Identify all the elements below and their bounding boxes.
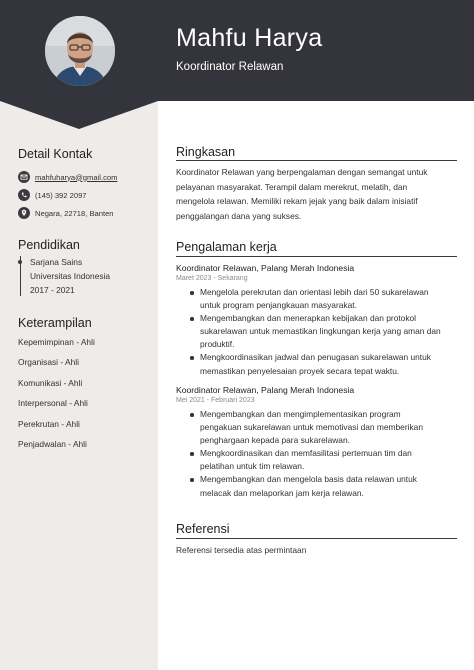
skill-item: Perekrutan - Ahli bbox=[18, 419, 80, 429]
contact-address-row bbox=[18, 206, 114, 220]
contact-phone-row bbox=[18, 188, 87, 202]
section-divider bbox=[176, 160, 457, 161]
job-title: Koordinator Relawan, Palang Merah Indonesia bbox=[176, 263, 355, 273]
skill-item: Komunikasi - Ahli bbox=[18, 378, 83, 388]
experience-heading: Pengalaman kerja bbox=[176, 240, 277, 254]
summary-text bbox=[176, 165, 457, 224]
contact-email-row[interactable] bbox=[18, 170, 117, 184]
phone-icon bbox=[18, 189, 30, 201]
job-bullet-list bbox=[188, 286, 460, 378]
education-bullet bbox=[18, 260, 22, 264]
job-dates: Mei 2021 - Februari 2023 bbox=[176, 397, 255, 404]
job-bullet: Mengembangkan dan mengimplementasikan program pengakuan sukarelawan untuk memotivasi dan memberikan penghargaan kepada para sukarelawan. bbox=[188, 408, 460, 447]
references-text: Referensi tersedia atas permintaan bbox=[176, 545, 307, 555]
job-title: Koordinator Relawan, Palang Merah Indonesia bbox=[176, 385, 355, 395]
job-bullet: Mengelola perekrutan dan orientasi lebih dari 50 sukarelawan untuk program penjangkauan masyarakat. bbox=[188, 286, 460, 312]
summary-line: pelayanan masyarakat. Terampil dalam merekrut, melatih, dan bbox=[176, 181, 408, 192]
map-pin-icon bbox=[18, 207, 30, 219]
job-bullet: Mengkoordinasikan jadwal dan penugasan sukarelawan untuk memastikan penyelesaian proyek secara tepat waktu. bbox=[188, 351, 460, 377]
summary-heading: Ringkasan bbox=[176, 145, 236, 159]
education-heading: Pendidikan bbox=[18, 238, 80, 252]
avatar bbox=[45, 16, 115, 86]
job-bullet: Mengkoordinasikan dan memfasilitasi pertemuan tim dan pelatihan untuk tim relawan. bbox=[188, 447, 460, 473]
summary-line: penggalangan dana yang sukses. bbox=[176, 211, 302, 222]
skill-item: Organisasi - Ahli bbox=[18, 357, 79, 367]
skill-item: Interpersonal - Ahli bbox=[18, 398, 88, 408]
contact-email[interactable]: mahfuharya@gmail.com bbox=[35, 172, 118, 182]
section-divider bbox=[176, 256, 457, 257]
skills-heading: Keterampilan bbox=[18, 316, 92, 330]
education-degree: Sarjana Sains bbox=[30, 257, 83, 267]
job-bullet: Mengembangkan dan menerapkan kebijakan dan protokol sukarelawan untuk memastikan lingkungan kerja yang aman dan produktif. bbox=[188, 312, 460, 351]
education-school: Universitas Indonesia bbox=[30, 271, 111, 281]
envelope-icon bbox=[18, 171, 30, 183]
job-bullet-list bbox=[188, 408, 460, 500]
summary-line: mengelola relawan. Memiliki rekam jejak yang baik dalam inisiatif bbox=[176, 196, 418, 207]
job-bullet: Mengembangkan dan mengelola basis data relawan untuk melacak dan melaporkan jam kerja relawan. bbox=[188, 473, 460, 499]
section-divider bbox=[176, 538, 457, 539]
contact-heading: Detail Kontak bbox=[18, 147, 93, 161]
contact-phone: (145) 392 2097 bbox=[35, 190, 87, 200]
candidate-title: Koordinator Relawan bbox=[176, 61, 284, 73]
contact-address: Negara, 22718, Banten bbox=[35, 208, 114, 218]
job-dates: Maret 2023 - Sekarang bbox=[176, 275, 248, 282]
candidate-name: Mahfu Harya bbox=[176, 24, 323, 52]
references-heading: Referensi bbox=[176, 522, 230, 536]
summary-line: Koordinator Relawan yang berpengalaman dengan semangat untuk bbox=[176, 167, 428, 177]
skill-item: Kepemimpinan - Ahli bbox=[18, 337, 95, 347]
skill-item: Penjadwalan - Ahli bbox=[18, 439, 87, 449]
education-years: 2017 - 2021 bbox=[30, 285, 75, 295]
header-notch bbox=[0, 100, 158, 130]
